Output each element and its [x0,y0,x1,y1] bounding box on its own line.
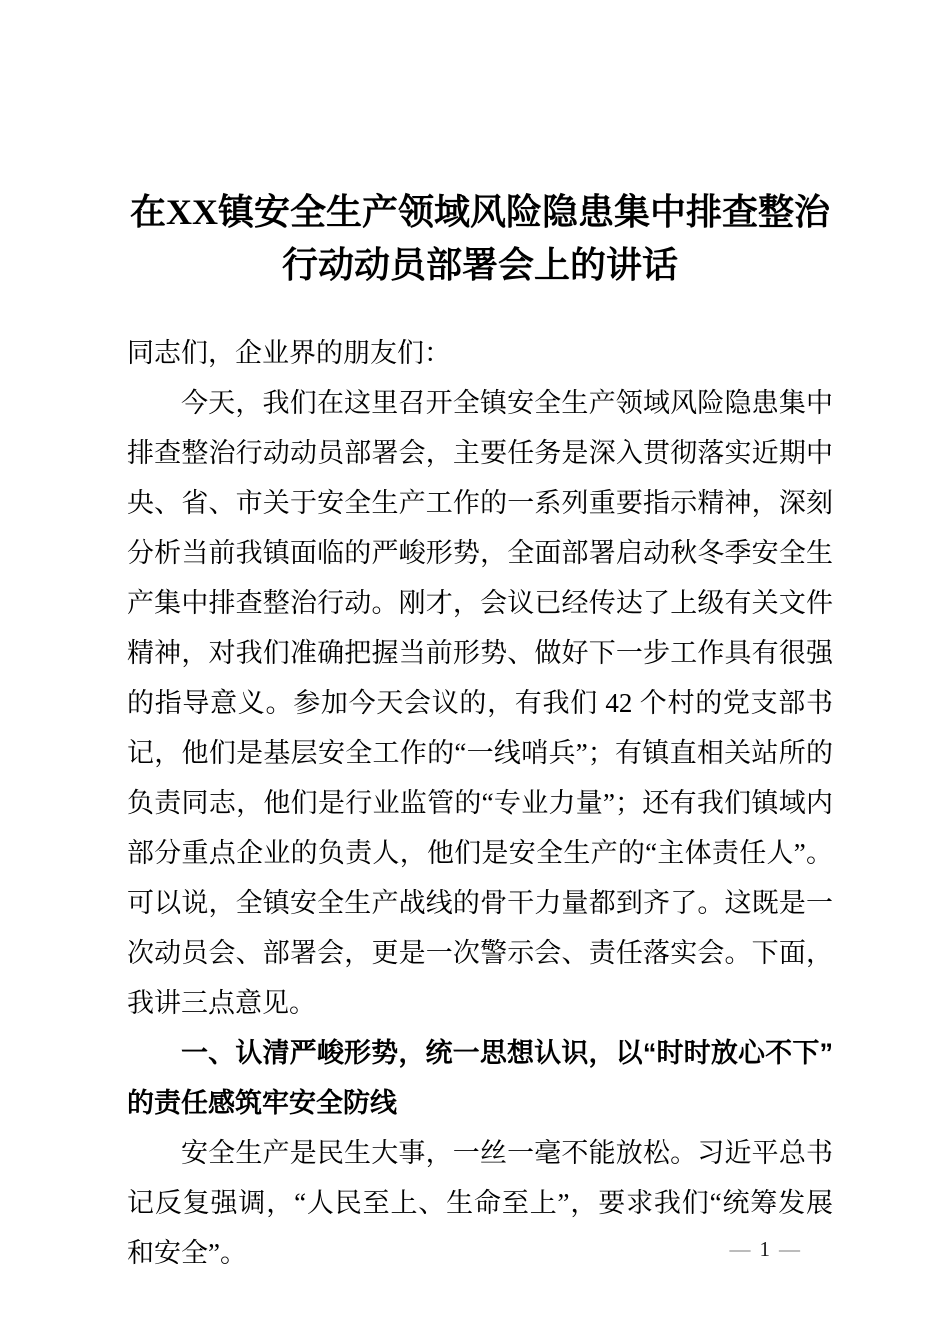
footer-dash-right: — [779,1237,800,1261]
document-title [127,186,833,292]
document-content [127,186,833,1278]
body-paragraph: 今天，我们在这里召开全镇安全生产领域风险隐患集中排查整治行动动员部署会，主要任务是深入贯彻落实近期中央、省、市关于安全生产工作的一系列重要指示精神，深刻分析当前我镇面临的严峻形势，全面部署启动秋冬季安全生产集中排查整治行动。刚才，会议已经传达了上级有关文件精神，对我们准确把握当前形势、做好下一步工作具有很强的指导意义。参加今天会议的，有我们 42 个村的党支部书记，他们是基层安全工作的“一线哨兵”；有镇直相关站所的负责同志，他们是行业监管的“专业力量”；还有我们镇域内部分重点企业的负责人，他们是安全生产的“主体责任人”。可以说，全镇安全生产战线的骨干力量都到齐了。这既是一次动员会、部署会，更是一次警示会、责任落实会。下面，我讲三点意见。 [127,388,833,1018]
footer-dash-left: — [729,1237,751,1261]
title-line-1: 在XX镇安全生产领域风险隐患集中排查整治 [130,192,830,232]
section-heading: 一、认清严峻形势，统一思想认识，以“时时放心不下”的责任感筑牢安全防线 [127,1038,833,1118]
page-footer [730,1236,801,1262]
body-paragraph: 安全生产是民生大事，一丝一毫不能放松。习近平总书记反复强调，“人民至上、生命至上”，要求我们“统筹发展和安全”。 [127,1138,833,1268]
title-line-2: 行动动员部署会上的讲话 [281,245,678,285]
page-number: 1 [759,1237,770,1261]
document-body [127,328,833,1278]
salutation-paragraph: 同志们，企业界的朋友们： [127,338,451,368]
